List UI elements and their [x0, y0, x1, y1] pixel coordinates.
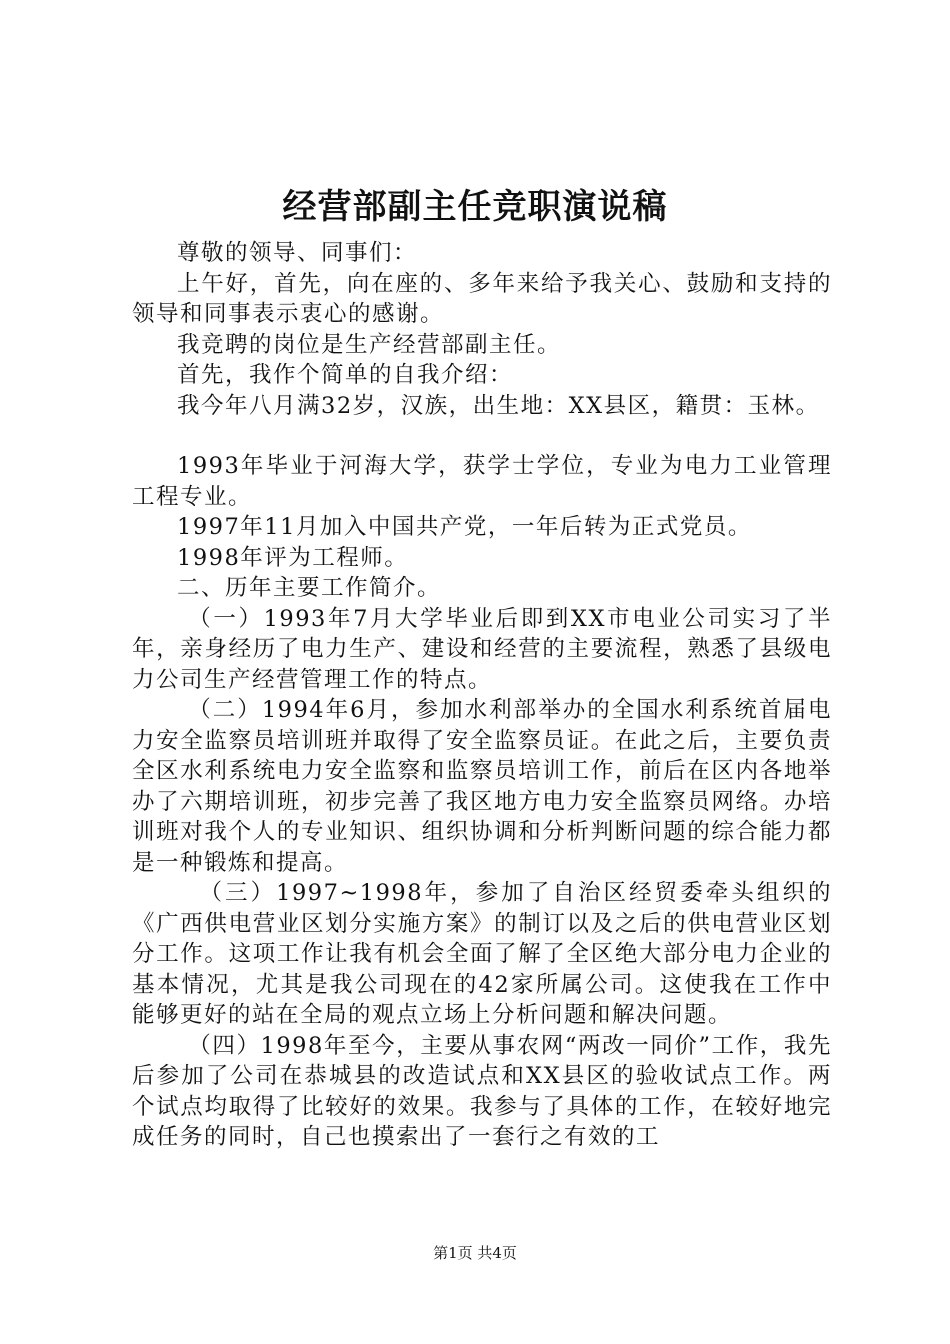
paragraph-item-4: （四）1998年至今，主要从事农网“两改一同价”工作，我先后参加了公司在恭城县的改造试点和XX县区的验收试点工作。两个试点均取得了比较好的效果。我参与了具体的工作，在较好地完成任务的同时，自己也摸索出了一套行之有效的工 — [132, 1032, 832, 1150]
paragraph-greeting: 尊敬的领导、同事们： — [177, 240, 418, 266]
page-indicator: 第1页 共4页 — [433, 1244, 517, 1262]
paragraph-item-2: （二）1994年6月，参加水利部举办的全国水利系统首届电力安全监察员培训班并取得了安全监察员证。在此之后，主要负责全区水利系统电力安全监察和监察员培训工作，前后在区内各地举办了六期培训班，初步完善了我区地方电力安全监察员网络。办培训班对我个人的专业知识、组织协调和分析判断问题的综合能力都是一种锻炼和提高。 — [132, 697, 832, 876]
paragraph-engineer: 1998年评为工程师。 — [177, 544, 409, 571]
paragraph-thanks: 上午好，首先，向在座的、多年来给予我关心、鼓励和支持的领导和同事表示衷心的感谢。 — [132, 270, 832, 327]
paragraph-personal-info: 我今年八月满32岁，汉族，出生地：XX县区，籍贯：玉林。 — [177, 392, 820, 419]
document-body — [132, 238, 832, 1153]
paragraph-education: 1993年毕业于河海大学，获学士学位，专业为电力工业管理工程专业。 — [132, 453, 832, 510]
paragraph-position: 我竞聘的岗位是生产经营部副主任。 — [177, 331, 562, 358]
document-title: 经营部副主任竞职演说稿 — [282, 187, 668, 227]
paragraph-item-3: （三）1997~1998年，参加了自治区经贸委牵头组织的《广西供电营业区划分实施方案》的制订以及之后的供电营业区划分工作。这项工作让我有机会全面了解了全区绝大部分电力企业的基本情况，尤其是我公司现在的42家所属公司。这使我在工作中能够更好的站在全局的观点立场上分析问题和解决问题。 — [132, 880, 832, 1028]
paragraph-item-1: （一）1993年7月大学毕业后即到XX市电业公司实习了半年，亲身经历了电力生产、建设和经营的主要流程，熟悉了县级电力公司生产经营管理工作的特点。 — [132, 605, 832, 693]
paragraph-party: 1997年11月加入中国共产党，一年后转为正式党员。 — [177, 514, 752, 540]
paragraph-section-heading: 二、历年主要工作简介。 — [177, 575, 442, 601]
paragraph-intro: 首先，我作个简单的自我介绍： — [177, 362, 514, 388]
